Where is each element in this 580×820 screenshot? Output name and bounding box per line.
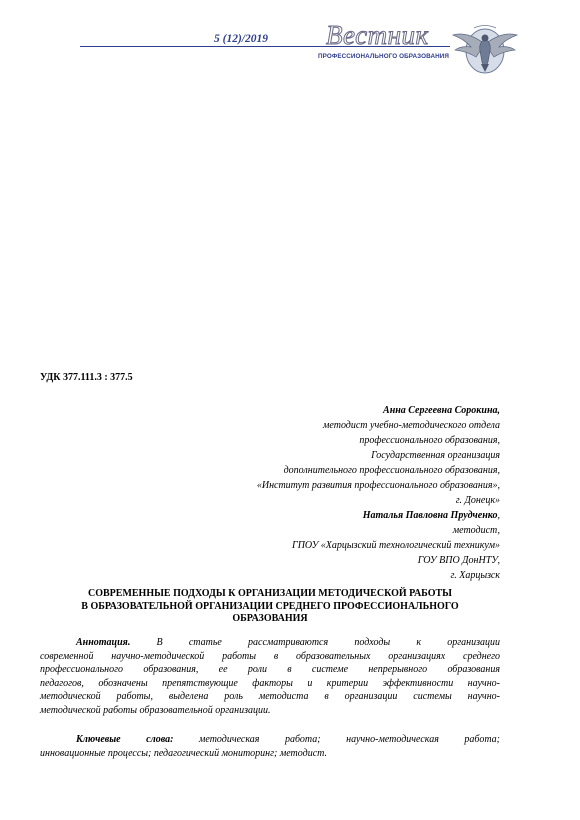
affiliation-line: профессионального образования, [359,435,500,446]
udk-code: УДК 377.111.3 : 377.5 [40,372,133,383]
title-line: СОВРЕМЕННЫЕ ПОДХОДЫ К ОРГАНИЗАЦИИ МЕТОДИЧЕСКОЙ РАБОТЫ [88,588,452,599]
affiliation-line: методист, [452,525,500,536]
affiliation-line: ГПОУ «Харцызский технологический техникум» [292,540,500,551]
article-title [40,588,500,626]
keywords [40,733,500,760]
title-line: В ОБРАЗОВАТЕЛЬНОЙ ОРГАНИЗАЦИИ СРЕДНЕГО ПРОФЕССИОНАЛЬНОГО [81,600,459,612]
affiliation-line: г. Харцызск [450,570,500,581]
eagle-emblem-icon [452,18,518,78]
issue-number: 5 (12)/2019 [214,33,268,45]
keywords-label: Ключевые слова: [76,734,174,745]
abstract-line: современной научно-методической работы в образовательных организациях среднего [40,650,500,662]
title-line: ОБРАЗОВАНИЯ [232,613,308,624]
keywords-first-text: методическая работа; научно-методическая работа; [199,734,500,745]
abstract-first-text: В статье рассматриваются подходы к организации [156,637,500,648]
author-name-line [140,508,500,523]
journal-title: Вестник [326,20,429,50]
author-name: Наталья Павловна Прудченко [362,510,498,521]
author-block-1 [140,403,500,508]
affiliation-line: дополнительного профессионального образования, [283,465,500,476]
abstract-line: профессионального образования, ее роли в системе непрерывного образования [40,664,500,676]
abstract-line: педагогов, обозначены препятствующие факторы и критерии эффективности научно- [40,677,500,689]
affiliation-line: ГОУ ВПО ДонНТУ, [417,555,500,566]
abstract-last-line: методической работы образовательной организации. [40,704,271,716]
author-block-2 [140,508,500,583]
abstract-line: методической работы, выделена роль методиста в организации системы научно- [40,691,500,703]
keywords-last-line: инновационные процессы; педагогический мониторинг; методист. [40,747,327,759]
keywords-first-line [40,733,500,747]
affiliation-line: Государственная организация [371,450,500,461]
abstract-first-line [40,636,500,650]
journal-masthead [318,20,449,66]
abstract-label: Аннотация. [76,637,131,648]
author-name: Анна Сергеевна Сорокина, [383,405,500,416]
journal-subtitle: ПРОФЕССИОНАЛЬНОГО ОБРАЗОВАНИЯ [318,53,449,60]
abstract [40,636,500,718]
affiliation-line: «Институт развития профессионального образования», [256,480,500,491]
affiliation-line: г. Донецк» [455,495,500,506]
author-name-suffix: , [497,510,500,521]
affiliation-line: методист учебно-методического отдела [323,420,500,431]
